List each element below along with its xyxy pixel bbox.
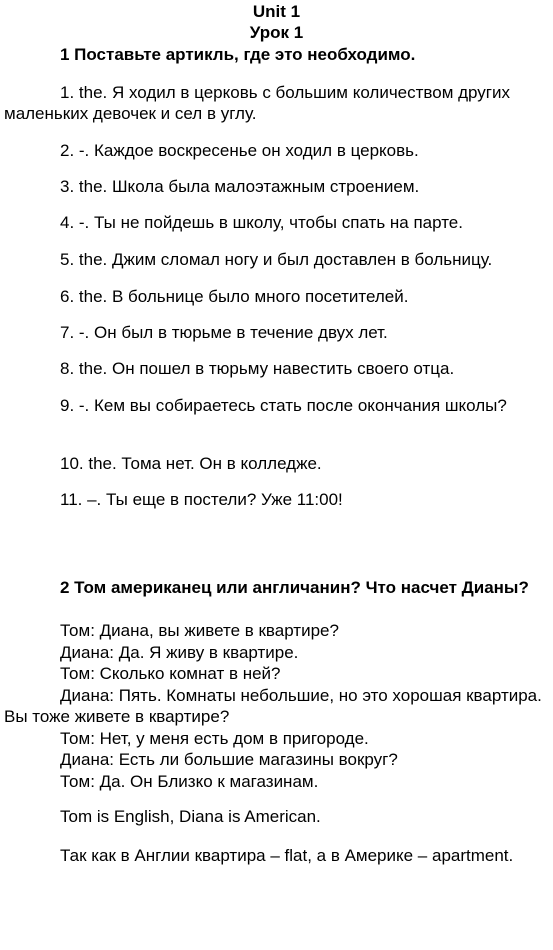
exercise-item-11: 11. –. Ты еще в постели? Уже 11:00! [60, 490, 343, 509]
exercise-item-1: 1. the. Я ходил в церковь с большим количеством других маленьких девочек и сел в углу. [4, 83, 511, 123]
unit-title: Unit 1 [252, 2, 301, 21]
dialog-line: Том: Диана, вы живете в квартире? [60, 621, 339, 640]
exercise-item-4: 4. -. Ты не пойдешь в школу, чтобы спать на парте. [60, 213, 463, 232]
exercise-item-9: 9. -. Кем вы собираетесь стать после окончания школы? [60, 396, 507, 415]
exercise-item-2: 2. -. Каждое воскресенье он ходил в церковь. [60, 141, 419, 160]
dialog-block [4, 620, 544, 792]
exercise-item-6: 6. the. В больнице было много посетителей. [60, 287, 409, 306]
exercise-item-8: 8. the. Он пошел в тюрьму навестить своего отца. [60, 359, 455, 378]
dialog-line: Том: Нет, у меня есть дом в пригороде. [60, 728, 369, 748]
answer-text: Tom is English, Diana is American. [60, 807, 321, 826]
dialog-line: Диана: Да. Я живу в квартире. [60, 642, 299, 662]
exercise-item-7: 7. -. Он был в тюрьме в течение двух лет. [60, 323, 388, 342]
exercise-item-3: 3. the. Школа была малоэтажным строением. [60, 177, 420, 196]
dialog-line: Диана: Есть ли большие магазины вокруг? [60, 750, 398, 769]
dialog-line: Том: Да. Он Близко к магазинам. [60, 771, 319, 791]
exercise-item-5: 5. the. Джим сломал ногу и был доставлен в больницу. [60, 250, 493, 269]
dialog-line: Том: Сколько комнат в ней? [60, 664, 281, 683]
explanation-text: Так как в Англии квартира – flat, а в Америке – apartment. [60, 846, 514, 865]
section1-heading: 1 Поставьте артикль, где это необходимо. [60, 45, 416, 64]
dialog-line: Диана: Пять. Комнаты небольшие, но это хорошая квартира. Вы тоже живете в квартире? [4, 685, 542, 726]
section2-heading: 2 Том американец или англичанин? Что насчет Дианы? [60, 578, 529, 597]
lesson-title: Урок 1 [249, 23, 304, 42]
exercise-item-10: 10. the. Тома нет. Он в колледже. [60, 454, 322, 473]
